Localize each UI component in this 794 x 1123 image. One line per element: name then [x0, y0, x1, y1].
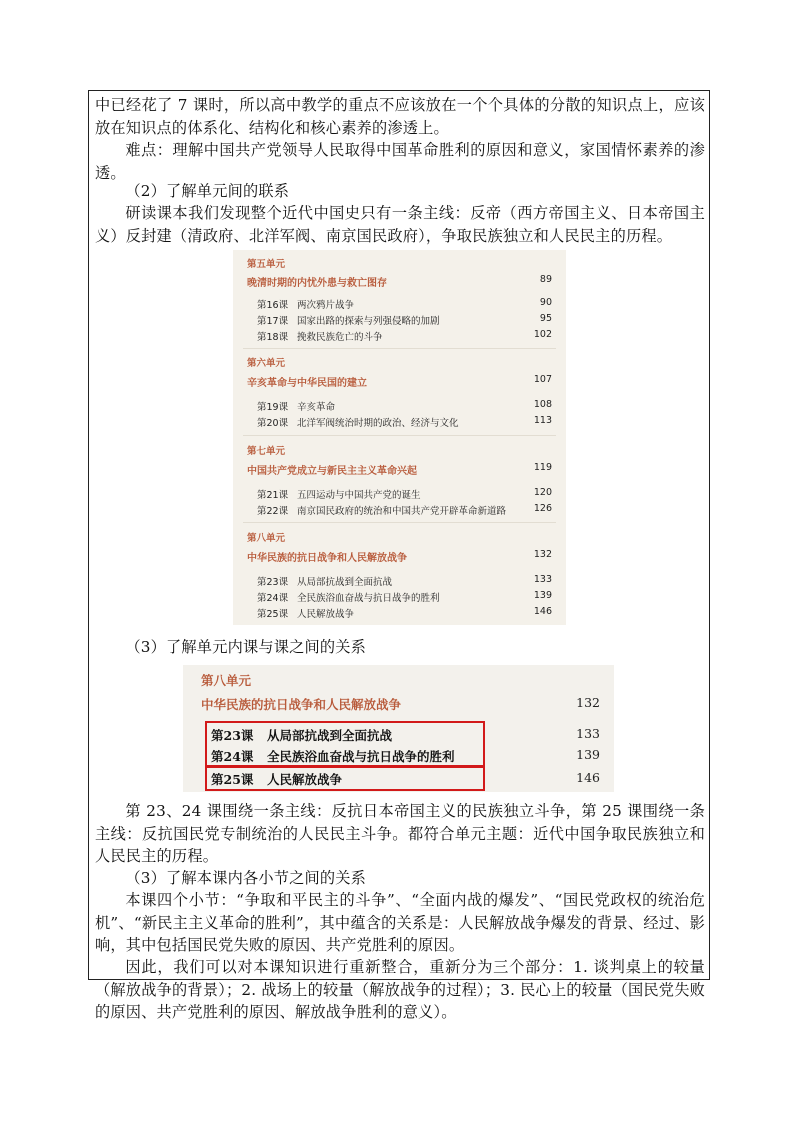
unit-eight-toc-image	[183, 665, 614, 792]
toc-page-number: 132	[576, 695, 600, 710]
toc-page-number: 133	[533, 574, 552, 585]
paragraph-reorganization: 因此，我们可以对本课知识进行重新整合，重新分为三个部分：1. 谈判桌上的较量（解放战争的背景）；2. 战场上的较量（解放战争的过程）；3. 民心上的较量（国民党失败的原因、共产党胜利的原因、解放战争胜利的意义）。	[95, 958, 705, 1021]
toc-unit-label: 第七单元	[247, 446, 286, 457]
toc-lesson: 第22课 南京国民政府的统治和中国共产党开辟革命新道路	[257, 506, 507, 517]
toc-lesson: 第16课 两次鸦片战争	[257, 300, 355, 311]
toc-lesson: 第20课 北洋军阀统治时期的政治、经济与文化	[257, 418, 459, 429]
toc-lesson: 第17课 国家出路的探索与列强侵略的加剧	[257, 316, 440, 327]
toc-page-number: 119	[533, 462, 552, 473]
toc-separator	[243, 348, 556, 349]
toc-separator	[243, 522, 556, 523]
toc-page-number: 146	[576, 770, 600, 785]
textbook-toc-image	[233, 250, 566, 625]
toc-page-number: 132	[533, 549, 552, 560]
toc-page-number: 113	[533, 415, 552, 426]
toc-unit-label: 第六单元	[247, 358, 286, 369]
toc-unit-title: 辛亥革命与中华民国的建立	[247, 378, 367, 389]
toc-unit-label: 第八单元	[201, 673, 252, 688]
heading-section-relation: （3）了解本课内各小节之间的关系	[125, 869, 367, 887]
toc-page-number: 133	[576, 726, 600, 741]
toc-unit-title: 晚清时期的内忧外患与救亡图存	[247, 278, 387, 289]
paragraph-four-sections: 本课四个小节：“争取和平民主的斗争”、“全面内战的爆发”、“国民党政权的统治危机”、“新民主主义革命的胜利”，其中蕴含的关系是：人民解放战争爆发的背景、经过、影响，其中包括国民党失败的原因、共产党胜利的原因。	[95, 891, 705, 954]
toc-page-number: 90	[539, 297, 552, 308]
paragraph-lesson-threads: 第 23、24 课围绕一条主线：反抗日本帝国主义的民族独立斗争，第 25 课围绕一条主线：反抗国民党专制统治的人民民主斗争。都符合单元主题：近代中国争取民族独立和人民民主的历程。	[95, 802, 705, 865]
toc-unit-title: 中国共产党成立与新民主主义革命兴起	[247, 466, 417, 477]
paragraph-key-point: 中已经花了 7 课时，所以高中教学的重点不应该放在一个个具体的分散的知识点上，应该放在知识点的体系化、结构化和核心素养的渗透上。	[95, 96, 705, 137]
toc-page-number: 126	[533, 503, 552, 514]
toc-unit-label: 第五单元	[247, 259, 286, 270]
toc-lesson: 第24课 全民族浴血奋战与抗日战争的胜利	[257, 593, 440, 604]
toc-lesson: 第23课 从局部抗战到全面抗战	[211, 728, 393, 743]
toc-page-number: 102	[533, 329, 552, 340]
toc-page-number: 120	[533, 487, 552, 498]
toc-unit-title: 中华民族的抗日战争和人民解放战争	[247, 553, 407, 564]
toc-lesson: 第25课 人民解放战争	[257, 609, 355, 620]
toc-lesson: 第18课 挽救民族危亡的斗争	[257, 332, 383, 343]
toc-unit-title: 中华民族的抗日战争和人民解放战争	[201, 697, 402, 712]
heading-lesson-relation: （3）了解单元内课与课之间的关系	[125, 638, 367, 656]
toc-lesson: 第21课 五四运动与中国共产党的诞生	[257, 490, 421, 501]
paragraph-main-thread: 研读课本我们发现整个近代中国史只有一条主线：反帝（西方帝国主义、日本帝国主义）反封建（清政府、北洋军阀、南京国民政府），争取民族独立和人民民主的历程。	[95, 204, 705, 245]
toc-page-number: 107	[533, 374, 552, 385]
heading-unit-relation: （2）了解单元间的联系	[125, 182, 290, 200]
toc-lesson: 第25课 人民解放战争	[211, 772, 343, 787]
toc-lesson: 第23课 从局部抗战到全面抗战	[257, 577, 393, 588]
toc-page-number: 89	[539, 274, 552, 285]
toc-lesson: 第19课 辛亥革命	[257, 402, 336, 413]
toc-separator	[243, 435, 556, 436]
toc-page-number: 146	[533, 606, 552, 617]
toc-unit-label: 第八单元	[247, 533, 286, 544]
toc-page-number: 139	[533, 590, 552, 601]
toc-page-number: 95	[539, 313, 552, 324]
toc-lesson: 第24课 全民族浴血奋战与抗日战争的胜利	[211, 749, 455, 764]
toc-page-number: 108	[533, 399, 552, 410]
paragraph-difficulty: 难点：理解中国共产党领导人民取得中国革命胜利的原因和意义，家国情怀素养的渗透。	[95, 141, 705, 182]
toc-page-number: 139	[576, 747, 600, 762]
